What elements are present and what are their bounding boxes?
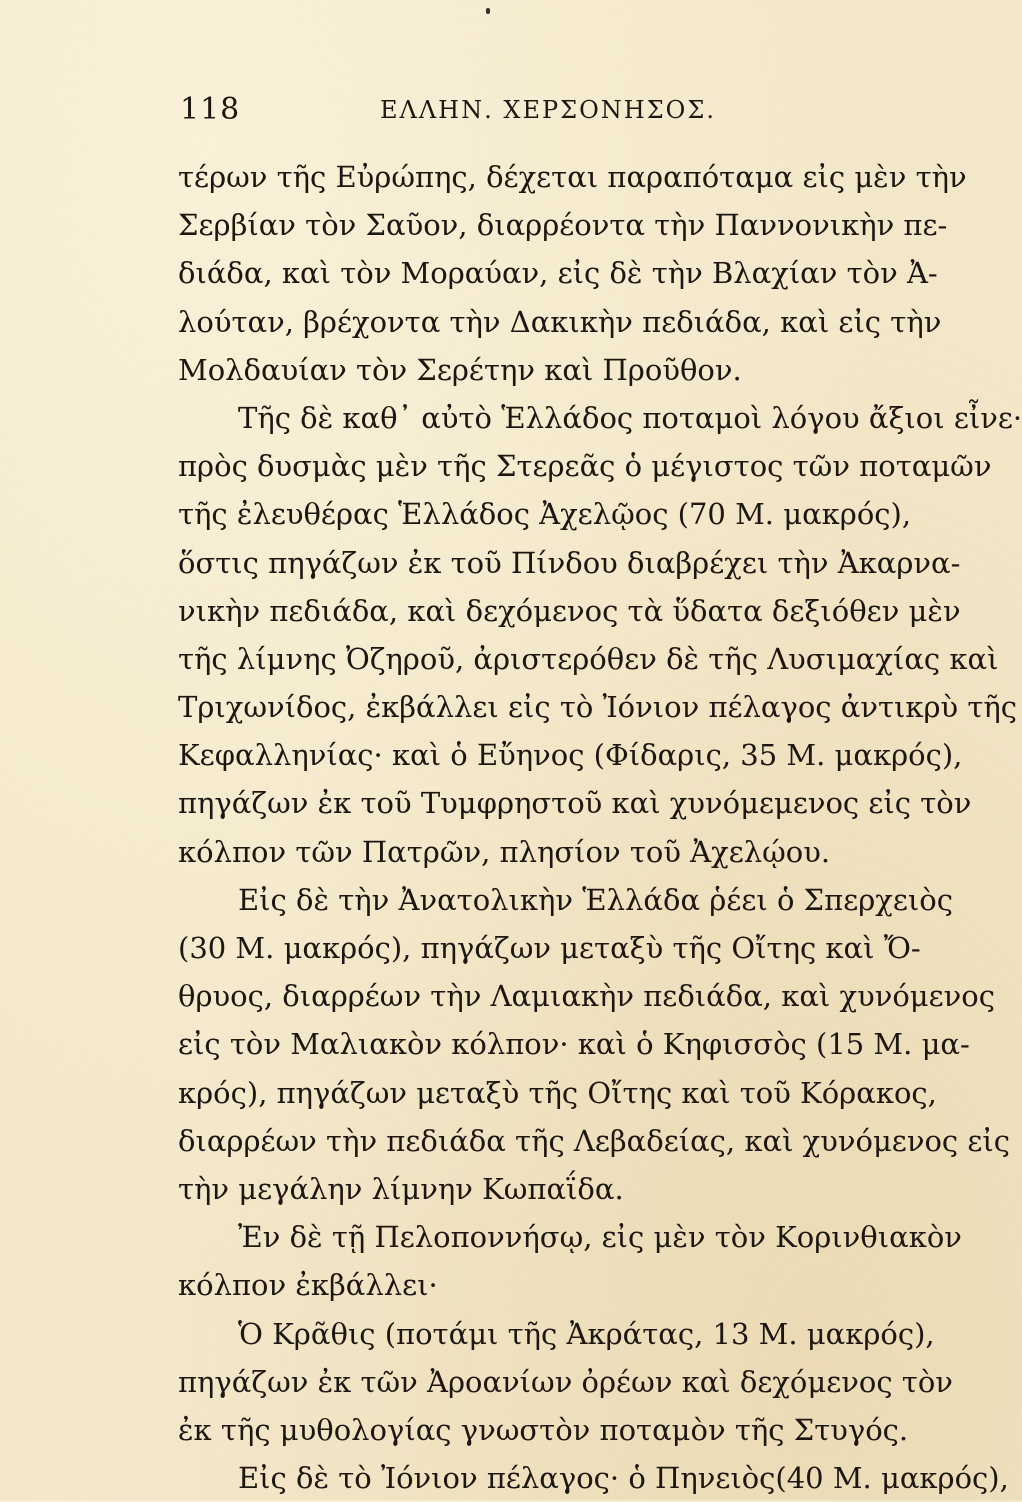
text-line: ὅστις πηγάζων ἐκ τοῦ Πίνδου διαβρέχει τὴν Ἀκαρνα- bbox=[178, 545, 961, 580]
text-line: Ἐν δὲ τῇ Πελοποννήσῳ, εἰς μὲν τὸν Κορινθιακὸν bbox=[238, 1220, 962, 1255]
text-line: πηγάζων ἐκ τῶν Ἀροανίων ὀρέων καὶ δεχόμενος τὸν bbox=[178, 1364, 953, 1399]
text-line: τὴν μεγάλην λίμνην Κωπαΐδα. bbox=[178, 1171, 624, 1206]
text-line: διάδα, καὶ τὸν Μοραύαν, εἰς δὲ τὴν Βλαχίαν τὸν Ἀ- bbox=[178, 256, 938, 291]
page-number: 118 bbox=[180, 92, 241, 127]
text-line: πρὸς δυσμὰς μὲν τῆς Στερεᾶς ὁ μέγιστος τῶν ποταμῶν bbox=[178, 449, 992, 484]
body-text bbox=[178, 153, 1022, 1502]
text-line: διαρρέων τὴν πεδιάδα τῆς Λεβαδείας, καὶ χυνόμενος εἰς bbox=[178, 1123, 1011, 1158]
text-line: εἰς τὸν Μαλιακὸν κόλπον· καὶ ὁ Κηφισσὸς (15 Μ. μα- bbox=[178, 1027, 970, 1062]
running-head bbox=[180, 92, 900, 142]
text-line: Τῆς δὲ καθ᾽ αὐτὸ Ἑλλάδος ποταμοὶ λόγου ἄξιοι εἶνε· bbox=[238, 400, 1022, 435]
text-line: Ὁ Κρᾶθις (ποτάμι τῆς Ἀκράτας, 13 Μ. μακρός), bbox=[238, 1316, 935, 1351]
text-line: τῆς ἐλευθέρας Ἑλλάδος Ἀχελῷος (70 Μ. μακρός), bbox=[178, 497, 912, 532]
running-title: ΕΛΛΗΝ. ΧΕΡΣΟΝΗΣΟΣ. bbox=[380, 96, 716, 124]
text-line: πηγάζων ἐκ τοῦ Τυμφρηστοῦ καὶ χυνόμεμενος εἰς τὸν bbox=[178, 786, 972, 821]
text-line: Εἰς δὲ τὴν Ἀνατολικὴν Ἑλλάδα ῥέει ὁ Σπερχειὸς bbox=[238, 882, 953, 917]
text-line: (30 Μ. μακρός), πηγάζων μεταξὺ τῆς Οἴτης καὶ Ὄ- bbox=[178, 931, 921, 965]
text-line: Κεφαλληνίας· καὶ ὁ Εὔηνος (Φίδαρις, 35 Μ. μακρός), bbox=[178, 738, 963, 773]
text-line: ἐκ τῆς μυθολογίας γνωστὸν ποταμὸν τῆς Στυγός. bbox=[178, 1412, 909, 1447]
text-line: Τριχωνίδος, ἐκβάλλει εἰς τὸ Ἰόνιον πέλαγος ἀντικρὺ τῆς bbox=[178, 690, 1018, 725]
text-line: Σερβίαν τὸν Σαῦον, διαρρέοντα τὴν Παννονικὴν πε- bbox=[178, 208, 948, 243]
text-line: κόλπον τῶν Πατρῶν, πλησίον τοῦ Ἀχελῴου. bbox=[178, 834, 831, 869]
ink-speck bbox=[486, 8, 490, 14]
text-line: κόλπον ἐκβάλλει· bbox=[178, 1268, 438, 1303]
text-line: λούταν, βρέχοντα τὴν Δακικὴν πεδιάδα, καὶ εἰς τὴν bbox=[178, 304, 942, 339]
text-line: Εἰς δὲ τὸ Ἰόνιον πέλαγος· ὁ Πηνειὸς(40 Μ. μακρός), bbox=[238, 1461, 1009, 1496]
text-line: τέρων τῆς Εὐρώπης, δέχεται παραπόταμα εἰς μὲν τὴν bbox=[178, 160, 967, 194]
text-line: νικὴν πεδιάδα, καὶ δεχόμενος τὰ ὕδατα δεξιόθεν μὲν bbox=[178, 593, 961, 628]
text-line: κρός), πηγάζων μεταξὺ τῆς Οἴτης καὶ τοῦ Κόρακος, bbox=[178, 1075, 937, 1110]
text-line: θρυος, διαρρέων τὴν Λαμιακὴν πεδιάδα, καὶ χυνόμενος bbox=[178, 979, 996, 1014]
text-line: τῆς λίμνης Ὀζηροῦ, ἀριστερόθεν δὲ τῆς Λυσιμαχίας καὶ bbox=[178, 641, 999, 676]
text-line: Μολδαυίαν τὸν Σερέτην καὶ Προῦθον. bbox=[178, 352, 742, 387]
